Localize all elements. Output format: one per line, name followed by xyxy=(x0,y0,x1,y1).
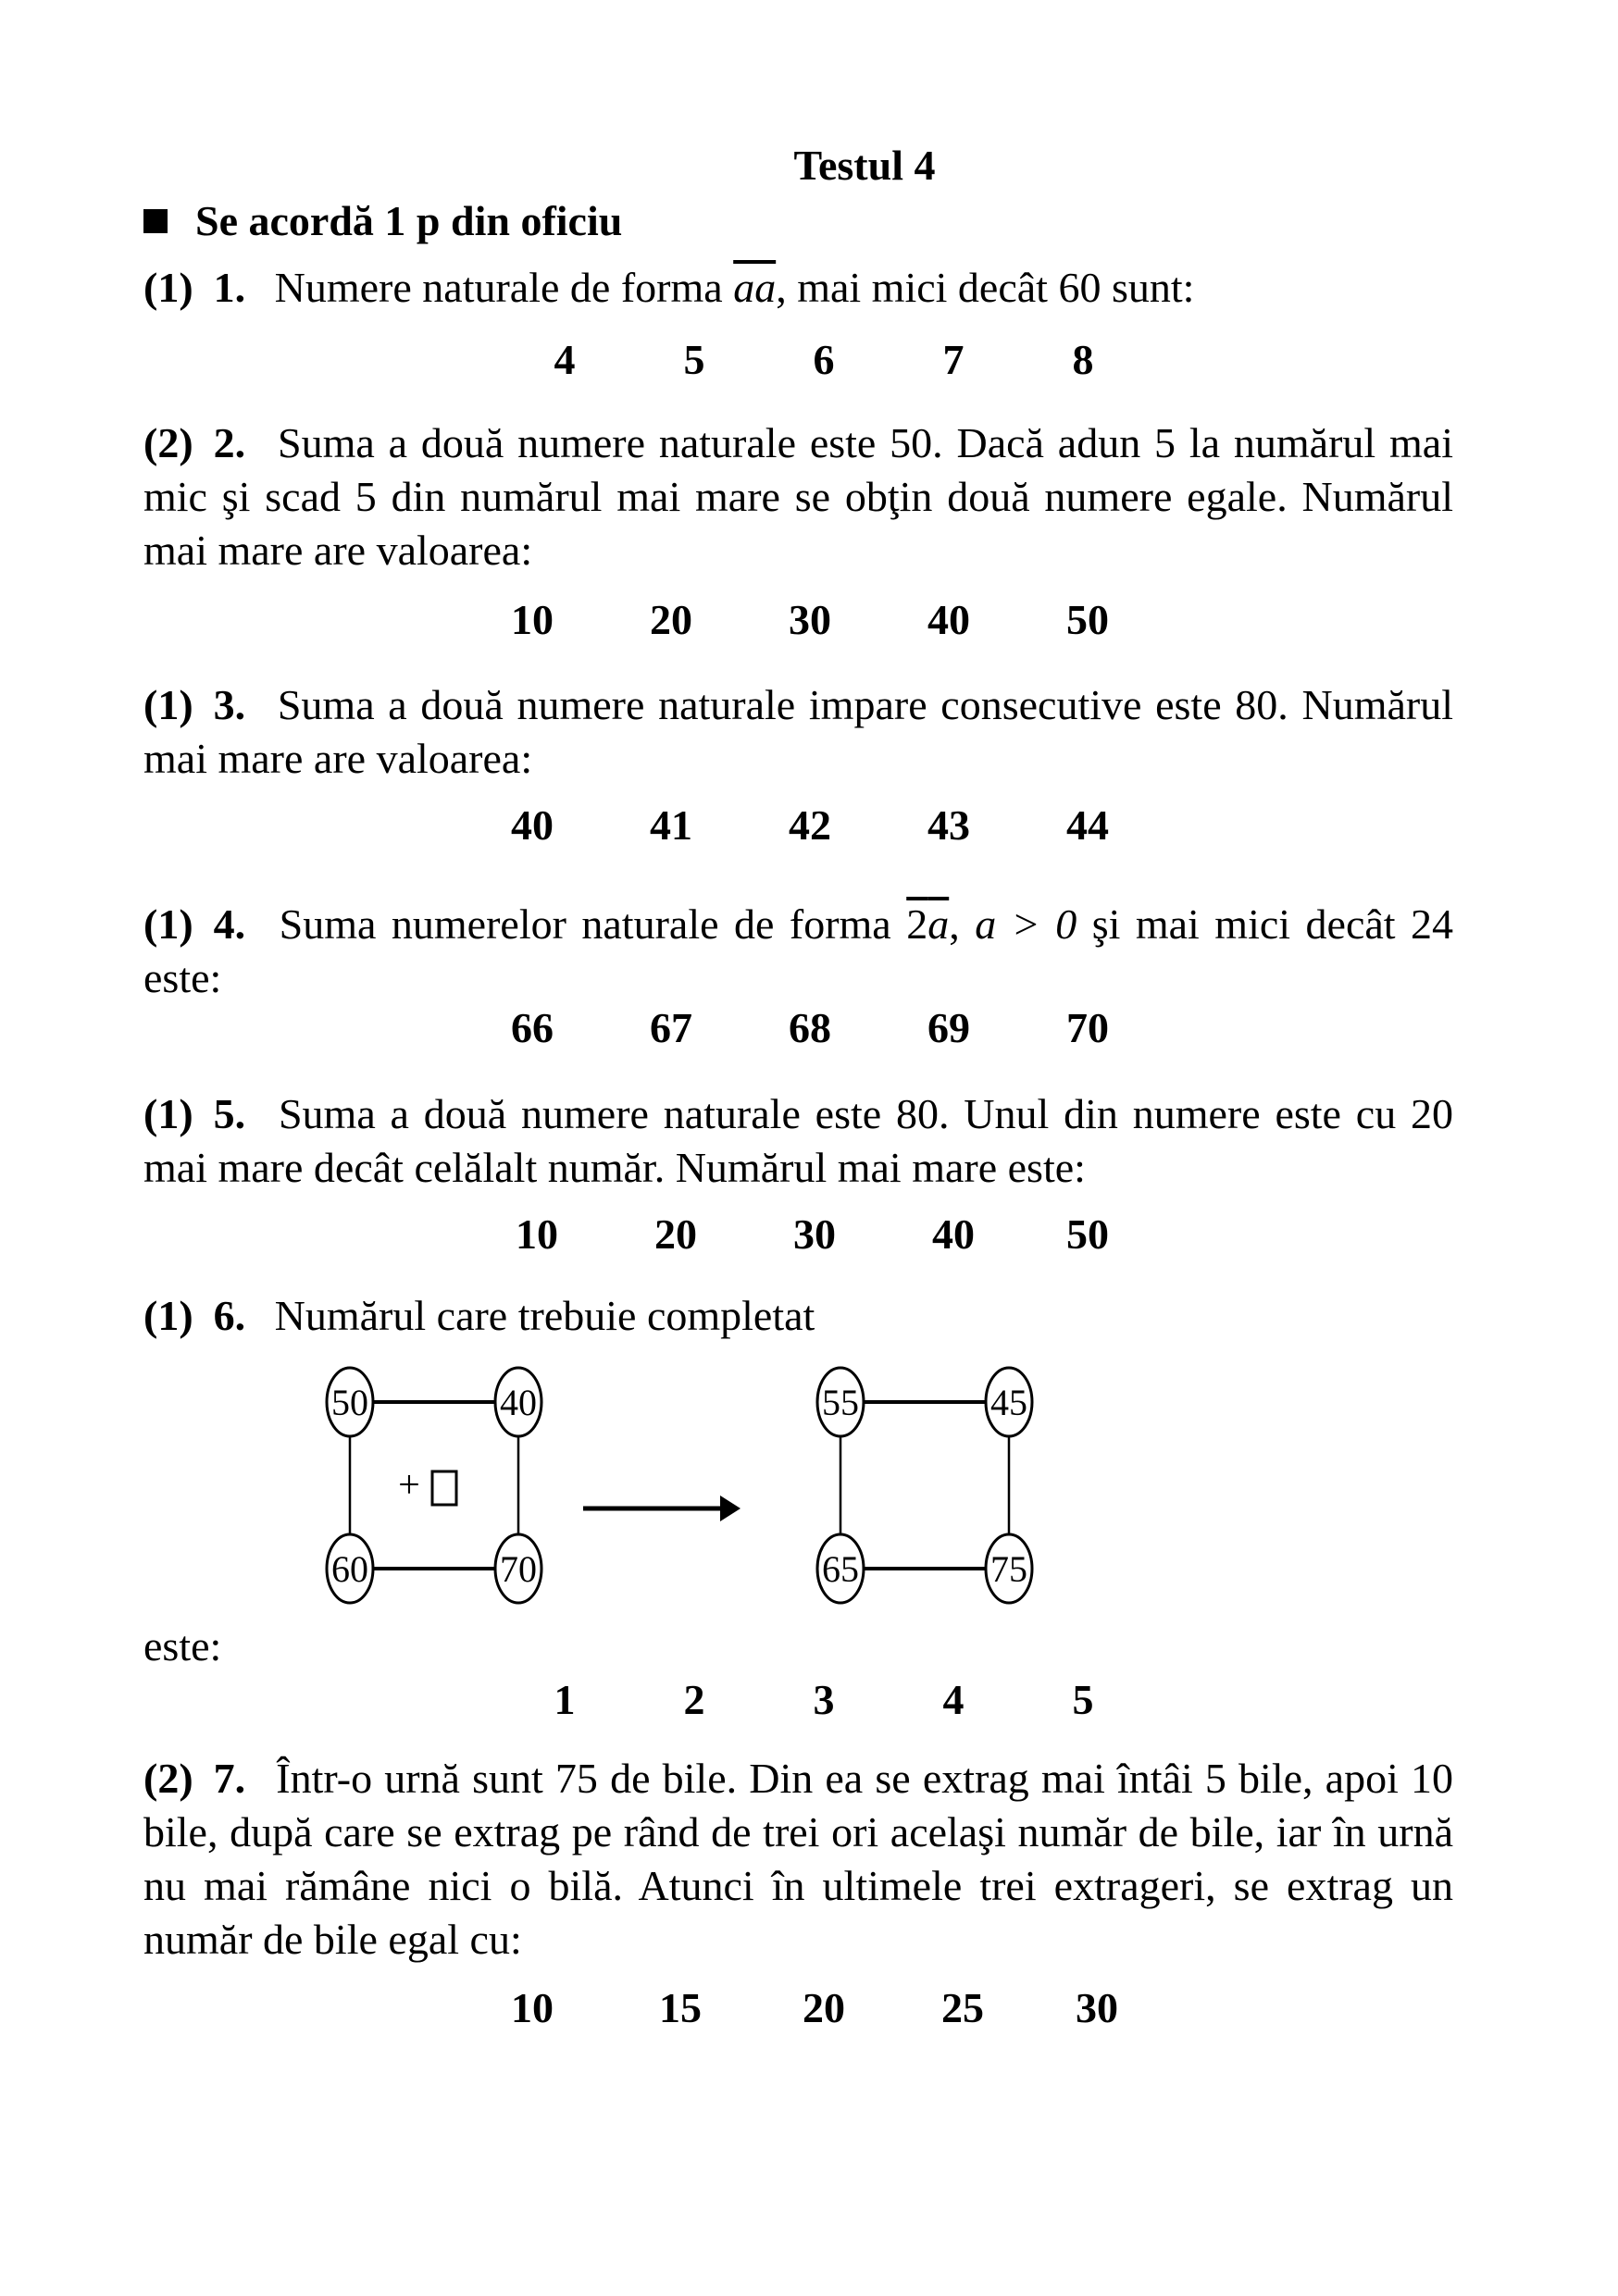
option[interactable]: 30 xyxy=(1076,1984,1118,2031)
blank-box-input[interactable] xyxy=(432,1471,456,1505)
option[interactable]: 50 xyxy=(1066,596,1109,643)
option[interactable]: 25 xyxy=(941,1984,984,2031)
question-points: (1) xyxy=(143,1090,193,1137)
question-6-continuation: este: xyxy=(143,1622,222,1669)
question-number: 1. xyxy=(213,264,246,311)
question-text: Suma numerelor naturale de forma xyxy=(279,900,891,948)
option[interactable]: 41 xyxy=(650,801,692,849)
option[interactable]: 20 xyxy=(803,1984,845,2031)
option[interactable]: 4 xyxy=(942,1676,965,1723)
option[interactable]: 40 xyxy=(511,801,554,849)
option[interactable]: 66 xyxy=(511,1004,554,1051)
node xyxy=(986,1368,1032,1436)
svg-text:40: 40 xyxy=(500,1382,537,1423)
question-text-after: , mai mici decât 60 sunt: xyxy=(776,264,1195,311)
question-4 xyxy=(143,898,1453,1005)
node xyxy=(495,1368,541,1436)
option[interactable]: 6 xyxy=(813,336,835,383)
options-q4 xyxy=(463,1003,1157,1052)
question-5 xyxy=(143,1087,1453,1195)
option[interactable]: 1 xyxy=(554,1676,576,1723)
option[interactable]: 15 xyxy=(659,1984,702,2031)
question-number: 2. xyxy=(213,419,246,466)
node xyxy=(817,1368,864,1436)
question-points: (2) xyxy=(143,419,193,466)
question-points: (1) xyxy=(143,264,193,311)
option[interactable]: 4 xyxy=(554,336,576,383)
question-number: 5. xyxy=(213,1090,246,1137)
question-number: 7. xyxy=(213,1755,246,1802)
node xyxy=(495,1534,541,1603)
svg-text:70: 70 xyxy=(500,1548,537,1590)
math-condition: a > 0 xyxy=(975,900,1077,948)
question-text: Suma a două numere naturale este 50. Dacă adun 5 la numărul mai mic şi scad 5 din numărul mai mare se obţin două numere egale. Numărul mai mare are valoarea: xyxy=(143,419,1454,574)
question-points: (2) xyxy=(143,1755,193,1802)
options-q6 xyxy=(500,1675,1148,1724)
option[interactable]: 5 xyxy=(1072,1676,1094,1723)
question-text: Numere naturale de forma xyxy=(274,264,723,311)
node xyxy=(327,1534,373,1603)
option[interactable]: 69 xyxy=(927,1004,970,1051)
square-bullet-icon xyxy=(143,209,168,233)
bonus-note xyxy=(143,196,622,245)
svg-text:60: 60 xyxy=(331,1548,368,1590)
options-q7 xyxy=(458,1983,1162,2032)
option[interactable]: 10 xyxy=(511,596,554,643)
arrow-head-icon xyxy=(720,1496,741,1521)
node xyxy=(327,1368,373,1436)
option[interactable]: 43 xyxy=(927,801,970,849)
question-points: (1) xyxy=(143,1292,193,1339)
option[interactable]: 40 xyxy=(932,1210,975,1258)
question-text: Numărul care trebuie completat xyxy=(274,1292,815,1339)
option[interactable]: 30 xyxy=(793,1210,836,1258)
option[interactable]: 20 xyxy=(650,596,692,643)
question-2 xyxy=(143,416,1453,577)
number-square-diagram xyxy=(305,1360,1120,1610)
question-number: 6. xyxy=(213,1292,246,1339)
option[interactable]: 50 xyxy=(1066,1210,1109,1258)
svg-text:75: 75 xyxy=(990,1548,1027,1590)
node xyxy=(986,1534,1032,1603)
option[interactable]: 30 xyxy=(789,596,831,643)
option[interactable]: 10 xyxy=(511,1984,554,2031)
question-text: Într-o urnă sunt 75 de bile. Din ea se extrag mai întâi 5 bile, apoi 10 bile, după care se extrag pe rând de trei ori acelaşi număr de bile, iar în urnă nu mai rămâne nici o bilă. Atunci în ultimele trei extrageri, se extrag un număr de bile egal cu: xyxy=(143,1755,1453,1963)
question-number: 3. xyxy=(213,681,246,728)
option[interactable]: 40 xyxy=(927,596,970,643)
question-3 xyxy=(143,678,1453,786)
plus-sign: + xyxy=(398,1464,420,1507)
question-7 xyxy=(143,1752,1453,1967)
question-6 xyxy=(143,1289,1453,1343)
option[interactable]: 10 xyxy=(516,1210,558,1258)
option[interactable]: 3 xyxy=(813,1676,835,1723)
question-text-after: şi mai mici decât 24 este: xyxy=(143,900,1454,1001)
option[interactable]: 7 xyxy=(942,336,965,383)
bonus-note-text: Se acordă 1 p din oficiu xyxy=(195,197,623,244)
math-overline-aa: $\overline{aa}$ xyxy=(733,264,777,311)
comma: , xyxy=(949,900,960,948)
option[interactable]: 70 xyxy=(1066,1004,1109,1051)
option[interactable]: 20 xyxy=(654,1210,697,1258)
options-q2 xyxy=(463,595,1157,644)
question-points: (1) xyxy=(143,900,193,948)
question-number: 4. xyxy=(213,900,246,948)
option[interactable]: 2 xyxy=(683,1676,705,1723)
question-text: Suma a două numere naturale este 80. Unul din numere este cu 20 mai mare decât celălalt număr. Numărul mai mare este: xyxy=(143,1090,1453,1191)
question-points: (1) xyxy=(143,681,193,728)
node xyxy=(817,1534,864,1603)
options-q5 xyxy=(467,1210,1152,1259)
option[interactable]: 42 xyxy=(789,801,831,849)
svg-text:65: 65 xyxy=(822,1548,859,1590)
question-text: Suma a două numere naturale impare consecutive este 80. Numărul mai mare are valoarea: xyxy=(143,681,1453,782)
option[interactable]: 44 xyxy=(1066,801,1109,849)
options-q3 xyxy=(463,800,1157,850)
svg-text:50: 50 xyxy=(331,1382,368,1423)
option[interactable]: 5 xyxy=(683,336,705,383)
page-title: Testul 4 xyxy=(793,142,936,189)
svg-text:45: 45 xyxy=(990,1382,1027,1423)
svg-text:55: 55 xyxy=(822,1382,859,1423)
option[interactable]: 8 xyxy=(1072,336,1094,383)
math-overline-2a: 2a xyxy=(906,900,950,948)
question-1 xyxy=(143,261,1453,315)
option[interactable]: 67 xyxy=(650,1004,692,1051)
options-q1 xyxy=(500,335,1148,384)
option[interactable]: 68 xyxy=(789,1004,831,1051)
